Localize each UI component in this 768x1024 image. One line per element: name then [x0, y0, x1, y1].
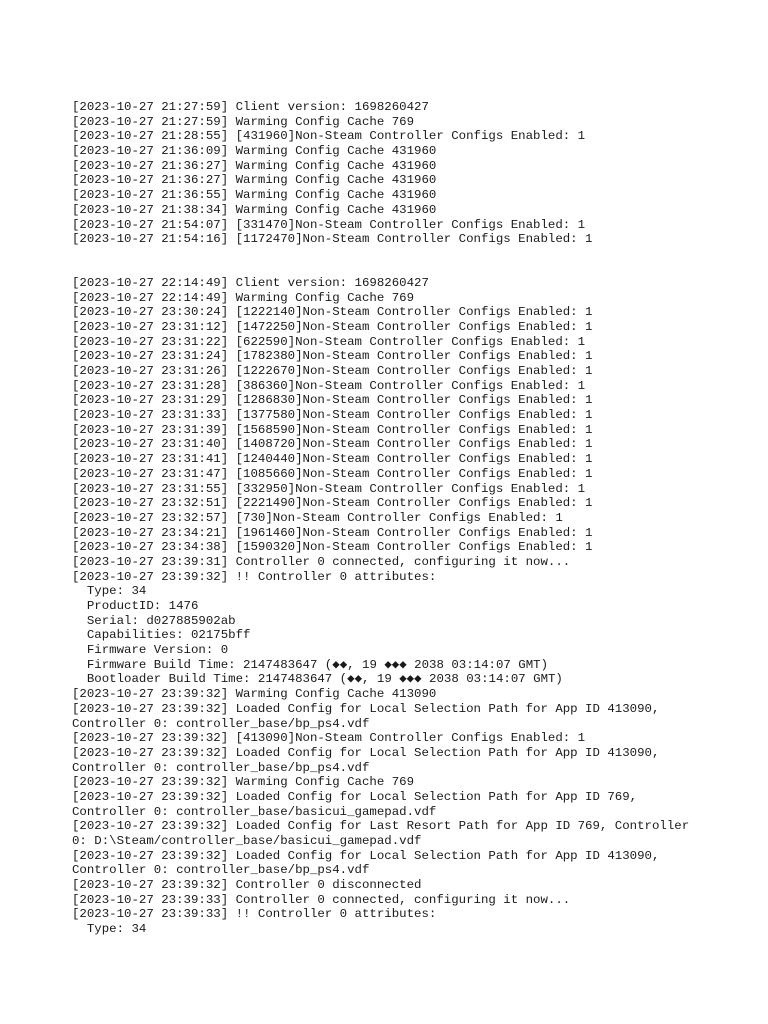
log-line: [2023-10-27 23:39:32] [413090]Non-Steam Controller Configs Enabled: 1 — [72, 731, 586, 746]
log-line: [2023-10-27 23:31:29] [1286830]Non-Steam Controller Configs Enabled: 1 — [72, 393, 593, 408]
log-line: ProductID: 1476 — [72, 599, 199, 613]
log-line: [2023-10-27 21:36:09] Warming Config Cache 431960 — [72, 144, 437, 159]
log-line: [2023-10-27 23:31:22] [622590]Non-Steam Controller Configs Enabled: 1 — [72, 334, 586, 349]
log-line: [2023-10-27 23:31:41] [1240440]Non-Steam Controller Configs Enabled: 1 — [72, 452, 593, 467]
log-line: Bootloader Build Time: 2147483647 (◆◆, 19 ◆◆◆ 2038 03:14:07 GMT) — [72, 672, 563, 687]
log-block — [72, 100, 712, 247]
log-line: [2023-10-27 23:32:51] [2221490]Non-Steam Controller Configs Enabled: 1 — [72, 496, 593, 511]
log-line: [2023-10-27 23:31:39] [1568590]Non-Steam Controller Configs Enabled: 1 — [72, 422, 593, 437]
log-line: [2023-10-27 21:54:16] [1172470]Non-Steam Controller Configs Enabled: 1 — [72, 232, 593, 247]
log-line: [2023-10-27 21:36:27] Warming Config Cache 431960 — [72, 158, 437, 173]
log-line: [2023-10-27 23:39:32] Loaded Config for Local Selection Path for App ID 769, — [72, 789, 638, 804]
log-line: [2023-10-27 23:34:21] [1961460]Non-Steam Controller Configs Enabled: 1 — [72, 525, 593, 540]
log-line: [2023-10-27 22:14:49] Client version: 1698260427 — [72, 275, 429, 290]
log-line: [2023-10-27 23:39:32] Loaded Config for Local Selection Path for App ID 413090, — [72, 848, 660, 863]
log-line: Firmware Build Time: 2147483647 (◆◆, 19 ◆◆◆ 2038 03:14:07 GMT) — [72, 657, 548, 672]
log-line: [2023-10-27 21:36:27] Warming Config Cache 431960 — [72, 173, 437, 188]
log-line: [2023-10-27 23:39:33] !! Controller 0 attributes: — [72, 907, 437, 922]
log-line: [2023-10-27 21:38:34] Warming Config Cache 431960 — [72, 202, 437, 217]
log-line: [2023-10-27 23:39:32] Controller 0 disconnected — [72, 878, 422, 893]
log-line: [2023-10-27 23:31:28] [386360]Non-Steam Controller Configs Enabled: 1 — [72, 378, 586, 393]
log-line: [2023-10-27 23:31:55] [332950]Non-Steam Controller Configs Enabled: 1 — [72, 481, 586, 496]
log-line: [2023-10-27 21:36:55] Warming Config Cache 431960 — [72, 188, 437, 203]
log-block — [72, 276, 712, 937]
log-line: [2023-10-27 23:31:33] [1377580]Non-Steam Controller Configs Enabled: 1 — [72, 408, 593, 423]
log-line: [2023-10-27 23:39:33] Controller 0 connected, configuring it now... — [72, 892, 571, 907]
log-line: [2023-10-27 23:32:57] [730]Non-Steam Controller Configs Enabled: 1 — [72, 510, 563, 525]
log-line: [2023-10-27 23:31:24] [1782380]Non-Steam Controller Configs Enabled: 1 — [72, 349, 593, 364]
log-line: [2023-10-27 22:14:49] Warming Config Cache 769 — [72, 290, 415, 305]
log-line: Type: 34 — [72, 584, 147, 599]
log-line: Type: 34 — [72, 922, 147, 937]
log-line: 0: D:\Steam/controller_base/basicui_gamepad.vdf — [72, 834, 422, 848]
log-line: Capabilities: 02175bff — [72, 628, 251, 643]
log-line: [2023-10-27 21:27:59] Warming Config Cache 769 — [72, 114, 415, 129]
log-line: [2023-10-27 21:54:07] [331470]Non-Steam Controller Configs Enabled: 1 — [72, 217, 586, 232]
log-line: Controller 0: controller_base/basicui_gamepad.vdf — [72, 804, 437, 819]
log-line: [2023-10-27 23:39:32] Loaded Config for Local Selection Path for App ID 413090, — [72, 701, 660, 716]
log-line: Controller 0: controller_base/bp_ps4.vdf — [72, 863, 370, 878]
log-line: [2023-10-27 23:39:32] Loaded Config for Last Resort Path for App ID 769, Controller — [72, 819, 690, 834]
log-line: [2023-10-27 23:39:32] Loaded Config for Local Selection Path for App ID 413090, — [72, 745, 660, 760]
log-line: [2023-10-27 23:31:26] [1222670]Non-Steam Controller Configs Enabled: 1 — [72, 364, 593, 378]
log-line: Controller 0: controller_base/bp_ps4.vdf — [72, 716, 370, 731]
log-page — [72, 100, 712, 937]
log-line: [2023-10-27 23:39:31] Controller 0 connected, configuring it now... — [72, 554, 571, 569]
log-line: [2023-10-27 23:31:47] [1085660]Non-Steam Controller Configs Enabled: 1 — [72, 466, 593, 481]
log-line: [2023-10-27 23:39:32] Warming Config Cache 413090 — [72, 687, 437, 702]
log-line: [2023-10-27 21:28:55] [431960]Non-Steam Controller Configs Enabled: 1 — [72, 129, 586, 144]
log-line: Serial: d027885902ab — [72, 613, 236, 628]
log-line: [2023-10-27 21:27:59] Client version: 1698260427 — [72, 100, 429, 114]
log-line: Controller 0: controller_base/bp_ps4.vdf — [72, 760, 370, 775]
log-line: Firmware Version: 0 — [72, 643, 229, 658]
log-line: [2023-10-27 23:30:24] [1222140]Non-Steam Controller Configs Enabled: 1 — [72, 305, 593, 320]
log-line: [2023-10-27 23:39:32] !! Controller 0 attributes: — [72, 569, 437, 584]
log-line: [2023-10-27 23:31:40] [1408720]Non-Steam Controller Configs Enabled: 1 — [72, 437, 593, 452]
log-line: [2023-10-27 23:34:38] [1590320]Non-Steam Controller Configs Enabled: 1 — [72, 540, 593, 555]
log-line: [2023-10-27 23:39:32] Warming Config Cache 769 — [72, 775, 415, 790]
log-line: [2023-10-27 23:31:12] [1472250]Non-Steam Controller Configs Enabled: 1 — [72, 319, 593, 334]
